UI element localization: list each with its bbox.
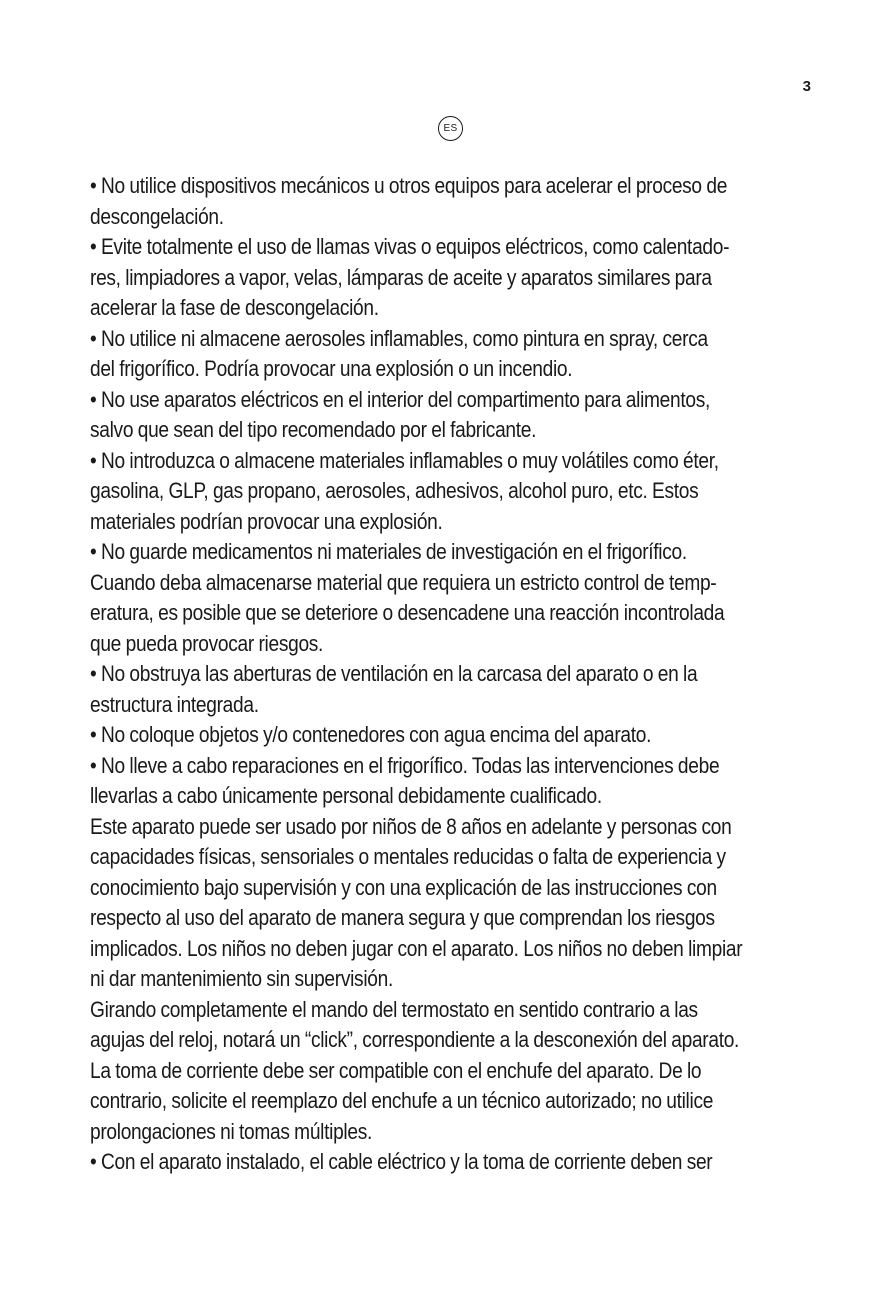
text-line: • No lleve a cabo reparaciones en el frigorífico. Todas las intervenciones debe — [90, 752, 720, 778]
language-badge: ES — [438, 116, 463, 141]
page-number: 3 — [802, 78, 811, 95]
text-line: gasolina, GLP, gas propano, aerosoles, adhesivos, alcohol puro, etc. Estos — [90, 478, 699, 503]
text-line: • No obstruya las aberturas de ventilación en la carcasa del aparato o en la — [90, 661, 698, 686]
document-body — [90, 171, 743, 1178]
text-line: • No use aparatos eléctricos en el interior del compartimento para alimentos, — [90, 386, 710, 412]
text-line: Cuando deba almacenarse material que requiera un estricto control de temp- — [90, 569, 717, 595]
text-line: contrario, solicite el reemplazo del enchufe a un técnico autorizado; no utilice — [90, 1088, 714, 1113]
text-line: que pueda provocar riesgos. — [90, 630, 324, 656]
text-line: • No coloque objetos y/o contenedores con agua encima del aparato. — [90, 722, 652, 747]
text-line: descongelación. — [90, 203, 224, 229]
text-line: capacidades físicas, sensoriales o mentales reducidas o falta de experiencia y — [90, 844, 726, 869]
text-line: • No guarde medicamentos ni materiales de investigación en el frigorífico. — [90, 539, 687, 564]
text-line: Girando completamente el mando del termostato en sentido contrario a las — [90, 996, 698, 1022]
text-line: res, limpiadores a vapor, velas, lámparas de aceite y aparatos similares para — [90, 264, 712, 290]
text-line: agujas del reloj, notará un “click”, correspondiente a la desconexión del aparato. — [90, 1027, 740, 1052]
text-line: • Con el aparato instalado, el cable eléctrico y la toma de corriente deben ser — [90, 1149, 713, 1174]
text-line: • No introduzca o almacene materiales inflamables o muy volátiles como éter, — [90, 447, 719, 473]
text-line: salvo que sean del tipo recomendado por el fabricante. — [90, 417, 537, 442]
text-line: ni dar mantenimiento sin supervisión. — [90, 966, 393, 991]
text-line: • Evite totalmente el uso de llamas vivas o equipos eléctricos, como calentado- — [90, 234, 730, 259]
text-line: La toma de corriente debe ser compatible con el enchufe del aparato. De lo — [90, 1057, 702, 1083]
text-line: implicados. Los niños no deben jugar con el aparato. Los niños no deben limpiar — [90, 935, 743, 961]
text-line: del frigorífico. Podría provocar una explosión o un incendio. — [90, 356, 573, 381]
text-line: conocimiento bajo supervisión y con una explicación de las instrucciones con — [90, 874, 717, 900]
text-line: Este aparato puede ser usado por niños de 8 años en adelante y personas con — [90, 813, 732, 839]
text-line: prolongaciones ni tomas múltiples. — [90, 1118, 372, 1144]
text-line: eratura, es posible que se deteriore o desencadene una reacción incontrolada — [90, 600, 725, 625]
text-line: estructura integrada. — [90, 691, 259, 717]
text-line: • No utilice ni almacene aerosoles inflamables, como pintura en spray, cerca — [90, 325, 708, 351]
text-line: materiales podrían provocar una explosión. — [90, 508, 443, 534]
text-line: llevarlas a cabo únicamente personal debidamente cualificado. — [90, 783, 602, 808]
text-line: • No utilice dispositivos mecánicos u otros equipos para acelerar el proceso de — [90, 173, 728, 198]
text-line: respecto al uso del aparato de manera segura y que comprendan los riesgos — [90, 905, 715, 930]
text-line: acelerar la fase de descongelación. — [90, 295, 379, 320]
